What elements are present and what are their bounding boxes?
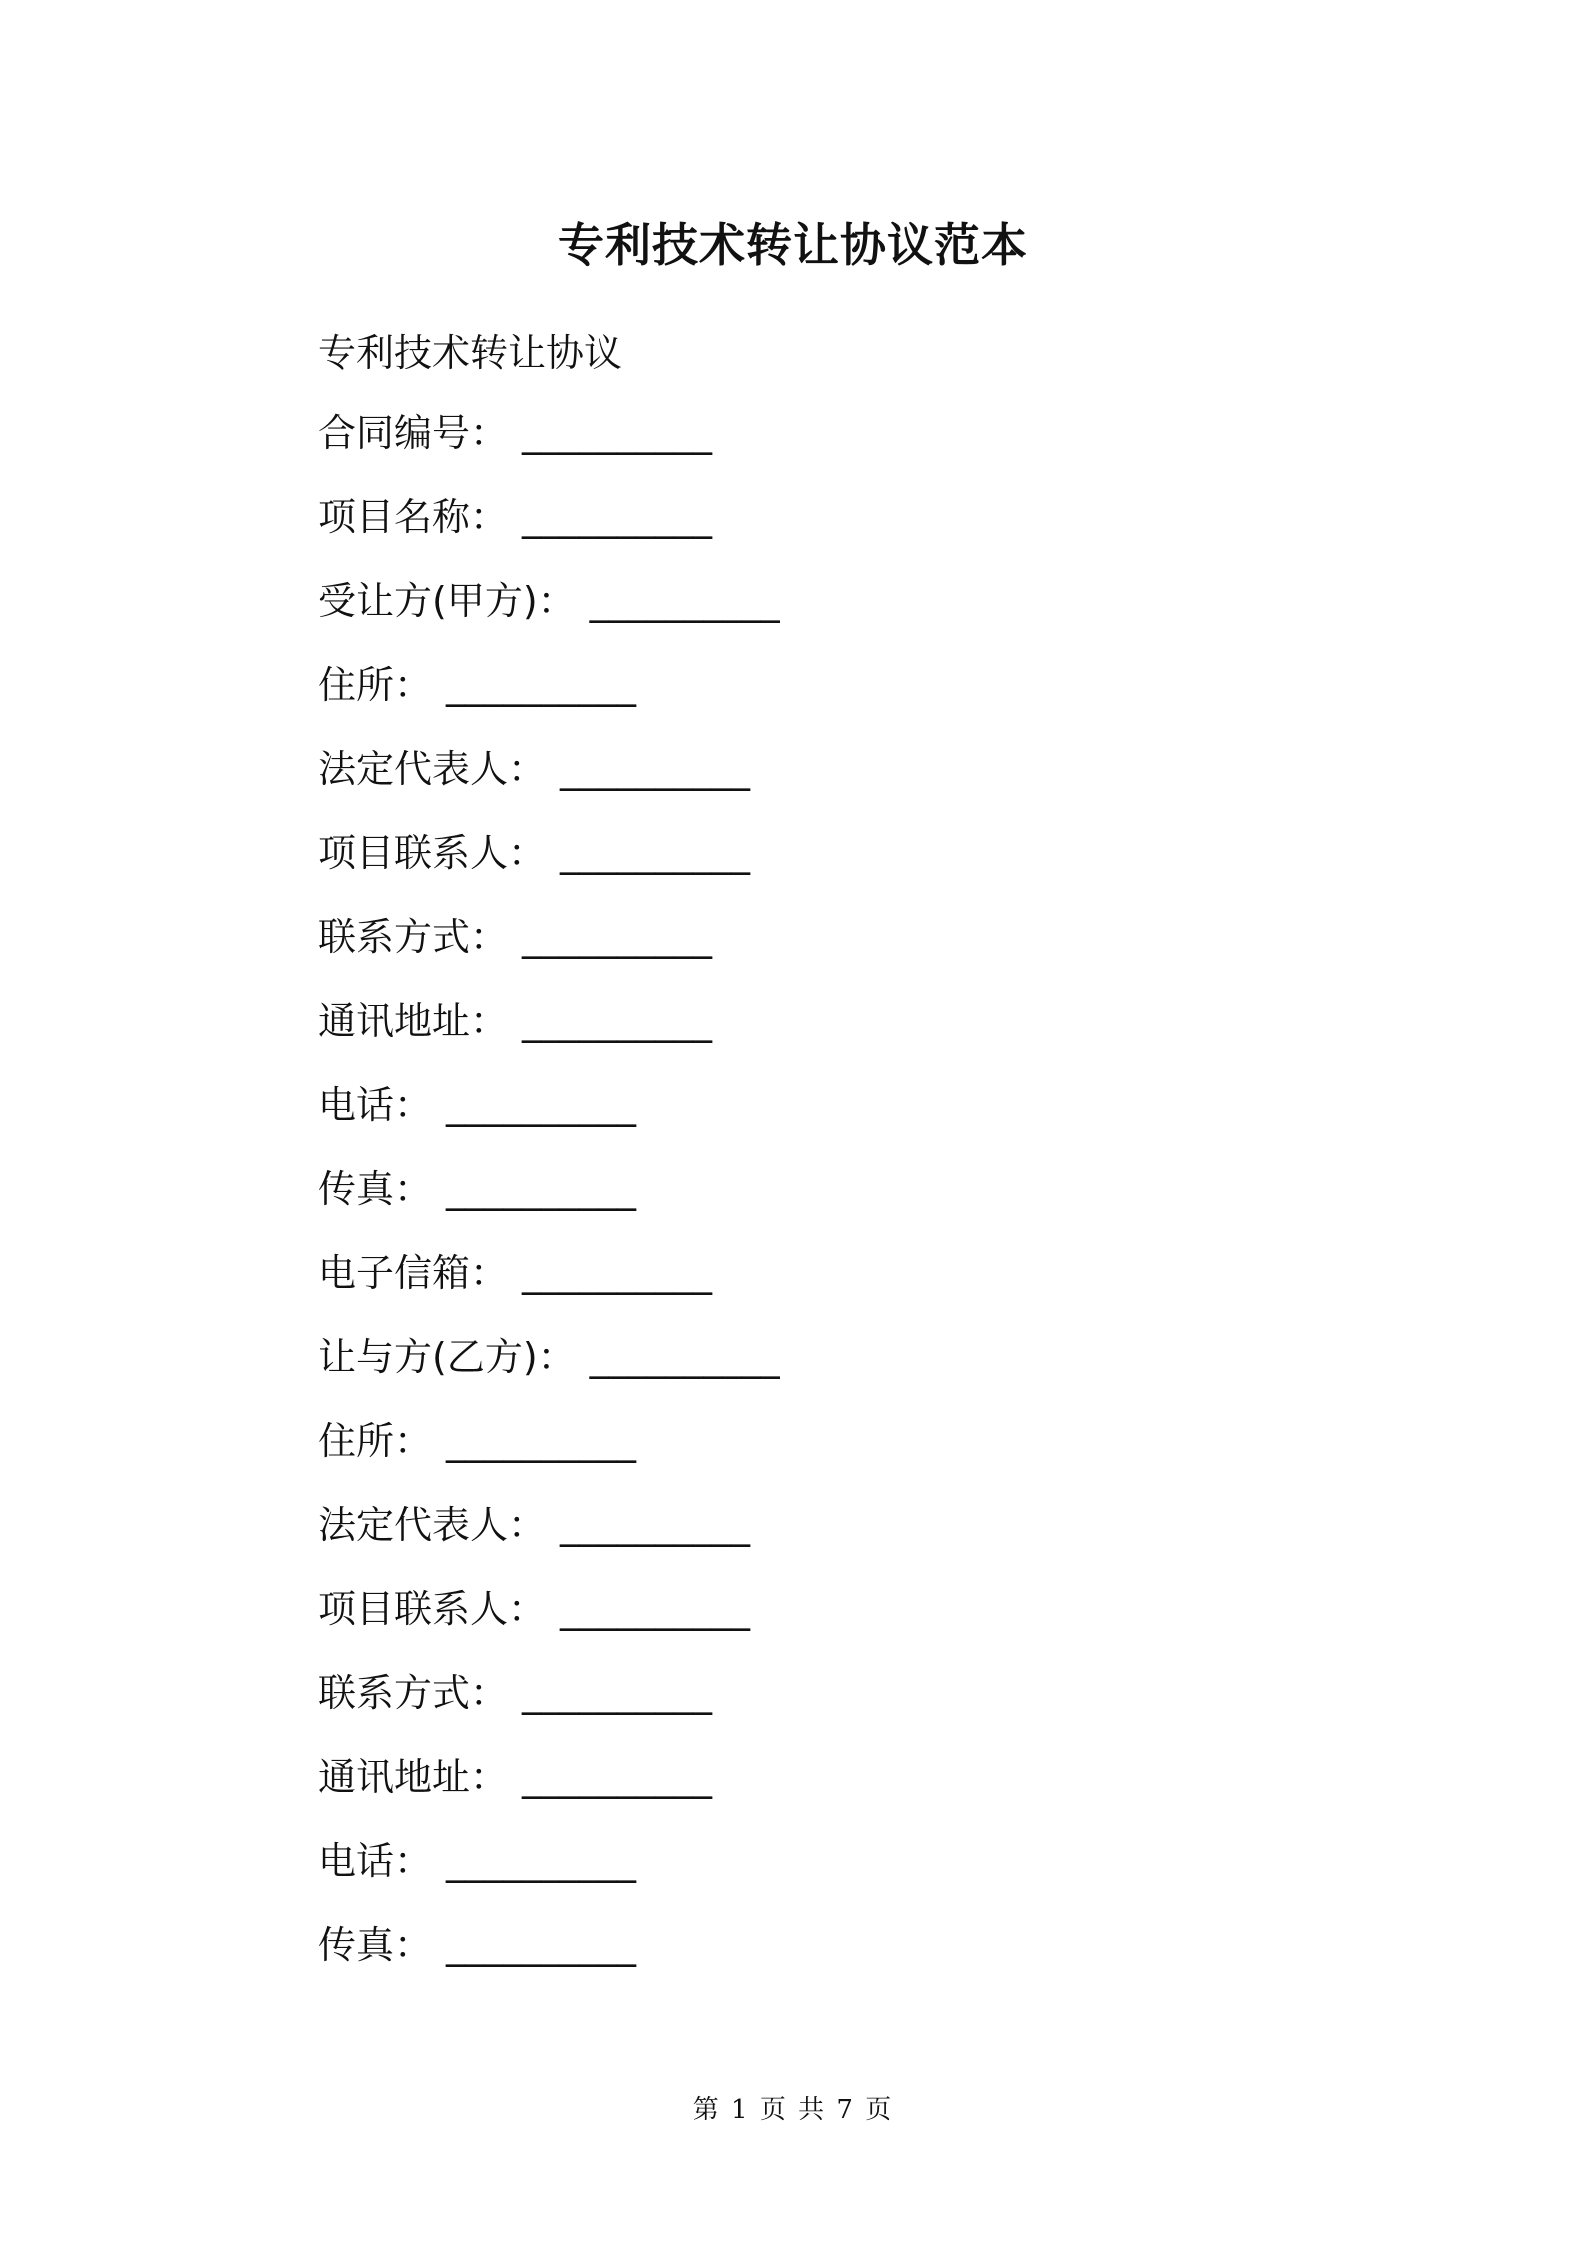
field-party-b (318, 1332, 780, 1416)
field-party-a-legal-rep (318, 744, 780, 828)
field-label: 法定代表人： (318, 747, 547, 791)
field-blank: __________ (522, 411, 713, 455)
document-subtitle: 专利技术转让协议 (318, 331, 623, 375)
field-party-a-email (318, 1248, 780, 1332)
field-party-a-mailing-address (318, 996, 780, 1080)
field-label: 联系方式： (318, 1671, 509, 1715)
field-label: 传真： (318, 1167, 433, 1211)
field-label: 电子信箱： (318, 1251, 509, 1295)
field-label: 合同编号： (318, 411, 509, 455)
field-blank: __________ (522, 1755, 713, 1799)
field-party-a (318, 576, 780, 660)
field-party-b-fax (318, 1920, 780, 2004)
field-label: 联系方式： (318, 915, 509, 959)
field-party-a-fax (318, 1164, 780, 1248)
field-party-b-project-contact (318, 1584, 780, 1668)
field-label: 电话： (318, 1083, 433, 1127)
field-party-a-address (318, 660, 780, 744)
field-label: 法定代表人： (318, 1503, 547, 1547)
field-label: 让与方(乙方)： (318, 1335, 576, 1379)
field-party-a-contact-method (318, 912, 780, 996)
field-party-b-contact-method (318, 1668, 780, 1752)
field-blank: __________ (446, 1083, 637, 1127)
field-blank: __________ (446, 1839, 637, 1883)
field-label: 受让方(甲方)： (318, 579, 576, 623)
field-label: 传真： (318, 1923, 433, 1967)
field-party-a-phone (318, 1080, 780, 1164)
field-label: 住所： (318, 663, 433, 707)
field-party-b-mailing-address (318, 1752, 780, 1836)
field-label: 项目名称： (318, 495, 509, 539)
field-blank: __________ (446, 663, 637, 707)
field-party-a-project-contact (318, 828, 780, 912)
field-blank: __________ (522, 1251, 713, 1295)
field-label: 通讯地址： (318, 1755, 509, 1799)
field-label: 通讯地址： (318, 999, 509, 1043)
field-blank: __________ (522, 495, 713, 539)
field-blank: __________ (446, 1419, 637, 1463)
document-title: 专利技术转让协议范本 (558, 218, 1028, 272)
page-number-footer: 第 1 页 共 7 页 (692, 2095, 894, 2125)
field-contract-number (318, 408, 780, 492)
field-label: 项目联系人： (318, 1587, 547, 1631)
field-blank: __________ (522, 999, 713, 1043)
field-blank: __________ (522, 915, 713, 959)
field-project-name (318, 492, 780, 576)
field-party-b-phone (318, 1836, 780, 1920)
field-blank: __________ (589, 1335, 780, 1379)
field-blank: __________ (446, 1167, 637, 1211)
field-blank: __________ (560, 1587, 751, 1631)
field-blank: __________ (522, 1671, 713, 1715)
field-blank: __________ (560, 1503, 751, 1547)
field-blank: __________ (560, 831, 751, 875)
field-label: 住所： (318, 1419, 433, 1463)
field-party-b-legal-rep (318, 1500, 780, 1584)
field-label: 项目联系人： (318, 831, 547, 875)
field-party-b-address (318, 1416, 780, 1500)
field-label: 电话： (318, 1839, 433, 1883)
field-blank: __________ (560, 747, 751, 791)
field-blank: __________ (446, 1923, 637, 1967)
field-list (318, 408, 780, 2004)
field-blank: __________ (589, 579, 780, 623)
